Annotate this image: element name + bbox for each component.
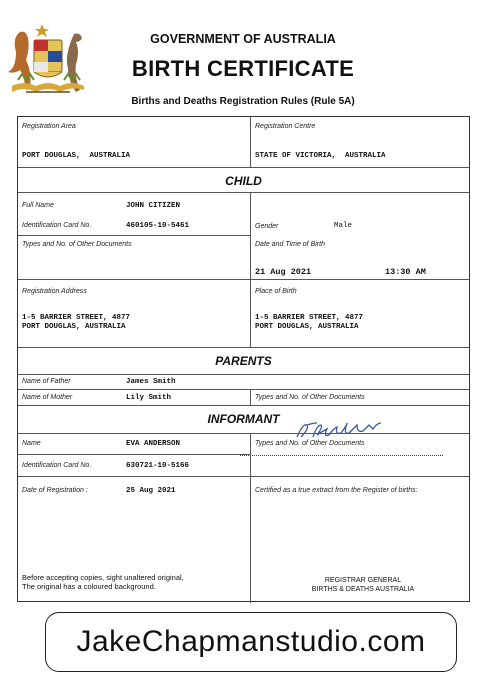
rules-subtitle-text: Births and Deaths Registration Rules (Rule 5A) — [131, 96, 355, 107]
note-line1: Before accepting copies, sight unaltered original, — [22, 573, 184, 582]
certificate-title-text: BIRTH CERTIFICATE — [131, 56, 355, 81]
father-label: Name of Father — [22, 378, 71, 385]
registration-date-label: Date of Registration : — [22, 487, 88, 494]
registration-area-label: Registration Area — [22, 123, 76, 130]
registration-centre-value: STATE OF VICTORIA, AUSTRALIA — [255, 152, 386, 160]
child-id-value: 460105-10-5461 — [126, 222, 190, 230]
place-of-birth-label: Place of Birth — [255, 288, 297, 295]
registration-date-value: 25 Aug 2021 — [126, 487, 176, 495]
dob-label: Date and Time of Birth — [255, 241, 325, 248]
signature-line — [240, 455, 443, 456]
informant-other-docs-label: Types and No. of Other Documents — [255, 440, 365, 447]
divider — [18, 192, 469, 193]
full-name-value: JOHN CITIZEN — [126, 202, 181, 210]
mother-value: Lily Smith — [126, 394, 172, 402]
pob-line2: PORT DOUGLAS, AUSTRALIA — [255, 323, 359, 331]
watermark-banner — [45, 612, 457, 672]
address-line1: 1-5 BARRIER STREET, 4877 — [22, 314, 131, 322]
column-divider — [250, 389, 251, 405]
child-section-title: CHILD — [225, 174, 262, 188]
informant-id-value: 630721-10-5166 — [126, 462, 190, 470]
divider — [18, 374, 469, 375]
gender-label: Gender — [255, 223, 279, 230]
father-value: James Smith — [126, 378, 176, 386]
child-id-label: Identification Card No. — [22, 222, 92, 229]
registrar-line2: BIRTHS & DEATHS AUSTRALIA — [311, 586, 415, 593]
divider — [18, 279, 469, 280]
divider — [18, 476, 469, 477]
divider — [18, 454, 250, 455]
parents-section-title: PARENTS — [215, 354, 272, 368]
mother-label: Name of Mother — [22, 394, 73, 401]
divider — [18, 347, 469, 348]
informant-section-title: INFORMANT — [207, 412, 280, 426]
registrar-line1: REGISTRAR GENERAL — [324, 577, 402, 584]
divider — [18, 235, 250, 236]
watermark-text: JakeChapmanstudio.com — [76, 625, 426, 658]
informant-name-value: EVA ANDERSON — [126, 440, 181, 448]
full-name-label: Full Name — [22, 202, 54, 209]
rules-subtitle — [0, 96, 486, 107]
parents-other-docs-label: Types and No. of Other Documents — [255, 394, 365, 401]
informant-id-label: Identification Card No. — [22, 462, 92, 469]
government-text: GOVERNMENT OF AUSTRALIA — [150, 32, 336, 46]
child-other-docs-label: Types and No. of Other Documents — [22, 241, 132, 248]
dob-time-value: 13:30 AM — [385, 267, 426, 277]
certificate-title — [0, 56, 486, 82]
registration-centre-label: Registration Centre — [255, 123, 316, 130]
divider — [18, 389, 469, 390]
certificate-form — [17, 116, 470, 602]
registration-area-value: PORT DOUGLAS, AUSTRALIA — [22, 152, 131, 160]
certified-text: Certified as a true extract from the Register of births: — [255, 487, 418, 494]
registrar-signature — [293, 417, 393, 443]
informant-name-label: Name — [22, 440, 41, 447]
pob-line1: 1-5 BARRIER STREET, 4877 — [255, 314, 364, 322]
divider — [18, 433, 469, 434]
divider — [18, 167, 469, 168]
gender-value: Male — [334, 222, 353, 230]
column-divider — [250, 117, 251, 167]
divider — [18, 405, 469, 406]
column-divider — [250, 433, 251, 603]
government-heading — [0, 32, 486, 46]
dob-date-value: 21 Aug 2021 — [255, 267, 312, 277]
registration-address-label: Registration Address — [22, 288, 87, 295]
column-divider — [250, 192, 251, 347]
note-line2: The original has a coloured background. — [22, 582, 156, 591]
address-line2: PORT DOUGLAS, AUSTRALIA — [22, 323, 126, 331]
